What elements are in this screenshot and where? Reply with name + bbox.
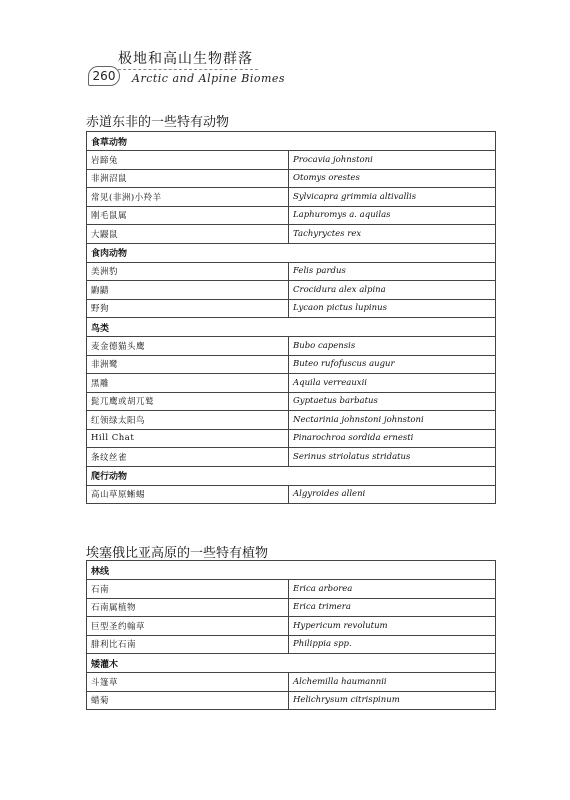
section-title-animals: 赤道东非的一些特有动物 <box>86 115 230 130</box>
scientific-name: Aquila verreauxii <box>289 374 496 393</box>
common-name: 刚毛鼠属 <box>87 206 289 225</box>
scientific-name: Crocidura alex alpina <box>289 281 496 300</box>
section-title-plants: 埃塞俄比亚高原的一些特有植物 <box>86 546 269 561</box>
category-label: 食草动物 <box>87 132 496 151</box>
common-name: 非洲鹭 <box>87 355 289 374</box>
common-name: 非洲沼鼠 <box>87 169 289 188</box>
common-name: 岩蹄兔 <box>87 151 289 170</box>
category-label: 矮灌木 <box>87 654 496 673</box>
common-name: 髭兀鹰或胡兀鹫 <box>87 392 289 411</box>
scientific-name: Serinus striolatus stridatus <box>289 448 496 467</box>
category-label: 食肉动物 <box>87 243 496 262</box>
category-label: 爬行动物 <box>87 466 496 485</box>
common-name: 石南属植物 <box>87 598 289 617</box>
scientific-name: Procavia johnstoni <box>289 151 496 170</box>
category-row <box>87 466 496 485</box>
scientific-name: Erica arborea <box>289 580 496 599</box>
scientific-name: Alchemilla haumannii <box>289 673 496 692</box>
category-row <box>87 132 496 151</box>
table-row <box>87 691 496 710</box>
table-row <box>87 225 496 244</box>
table-row <box>87 374 496 393</box>
scientific-name: Gyptaetus barbatus <box>289 392 496 411</box>
scientific-name: Buteo rufofuscus augur <box>289 355 496 374</box>
table-row <box>87 429 496 448</box>
table-row <box>87 151 496 170</box>
table-row <box>87 598 496 617</box>
book-title-cn: 极地和高山生物群落 <box>118 51 253 67</box>
scientific-name: Lycaon pictus lupinus <box>289 299 496 318</box>
common-name: Hill Chat <box>87 429 289 448</box>
table-row <box>87 580 496 599</box>
scientific-name: Pinarochroa sordida ernesti <box>289 429 496 448</box>
scientific-name: Algyroides alleni <box>289 485 496 504</box>
category-row <box>87 243 496 262</box>
category-label: 鸟类 <box>87 318 496 337</box>
table-row <box>87 355 496 374</box>
scientific-name: Felis pardus <box>289 262 496 281</box>
common-name: 红领绿太阳鸟 <box>87 411 289 430</box>
common-name: 高山草原蜥蜴 <box>87 485 289 504</box>
table-row <box>87 169 496 188</box>
table-row <box>87 485 496 504</box>
animals-table <box>86 131 496 504</box>
common-name: 斗篷草 <box>87 673 289 692</box>
common-name: 野狗 <box>87 299 289 318</box>
table-row <box>87 188 496 207</box>
common-name: 巨型圣约翰草 <box>87 617 289 636</box>
scientific-name: Erica trimera <box>289 598 496 617</box>
table-row <box>87 299 496 318</box>
common-name: 蜡菊 <box>87 691 289 710</box>
common-name: 石南 <box>87 580 289 599</box>
category-label: 林线 <box>87 561 496 580</box>
category-row <box>87 654 496 673</box>
scientific-name: Laphuromys a. aquilas <box>289 206 496 225</box>
header-divider <box>118 69 258 70</box>
scientific-name: Nectarinia johnstoni johnstoni <box>289 411 496 430</box>
common-name: 常见(非洲)小羚羊 <box>87 188 289 207</box>
scientific-name: Otomys orestes <box>289 169 496 188</box>
common-name: 条纹丝雀 <box>87 448 289 467</box>
table-row <box>87 262 496 281</box>
scientific-name: Tachyryctes rex <box>289 225 496 244</box>
category-row <box>87 561 496 580</box>
table-row <box>87 337 496 356</box>
running-header <box>88 48 288 92</box>
table-row <box>87 281 496 300</box>
page-number: 260 <box>88 66 120 86</box>
common-name: 美洲豹 <box>87 262 289 281</box>
common-name: 腓利比石南 <box>87 635 289 654</box>
category-row <box>87 318 496 337</box>
table-row <box>87 635 496 654</box>
table-row <box>87 617 496 636</box>
plants-table <box>86 560 496 710</box>
scientific-name: Helichrysum citrispinum <box>289 691 496 710</box>
book-title-en: Arctic and Alpine Biomes <box>132 72 286 85</box>
scientific-name: Philippia spp. <box>289 635 496 654</box>
common-name: 鼩鼱 <box>87 281 289 300</box>
table-row <box>87 206 496 225</box>
table-row <box>87 392 496 411</box>
common-name: 麦金德猫头鹰 <box>87 337 289 356</box>
scientific-name: Sylvicapra grimmia altivallis <box>289 188 496 207</box>
scientific-name: Bubo capensis <box>289 337 496 356</box>
table-row <box>87 673 496 692</box>
common-name: 黑雕 <box>87 374 289 393</box>
scientific-name: Hypericum revolutum <box>289 617 496 636</box>
common-name: 大鼹鼠 <box>87 225 289 244</box>
table-row <box>87 411 496 430</box>
table-row <box>87 448 496 467</box>
